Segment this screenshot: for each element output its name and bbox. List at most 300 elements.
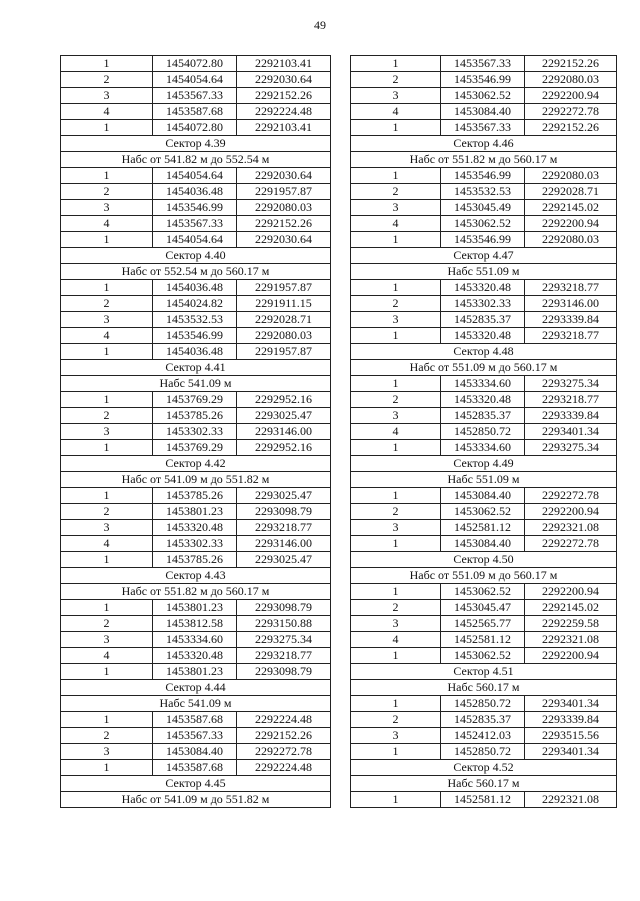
coordinate-y: 2292080.03 bbox=[237, 328, 331, 344]
coordinates-table-left bbox=[60, 55, 331, 808]
point-number: 2 bbox=[61, 408, 153, 424]
point-number: 4 bbox=[351, 216, 441, 232]
coordinate-y: 2292080.03 bbox=[237, 200, 331, 216]
point-number: 1 bbox=[351, 328, 441, 344]
sector-title-row bbox=[351, 344, 617, 360]
sector-title: Сектор 4.39 bbox=[61, 136, 331, 152]
sector-title-row bbox=[351, 568, 617, 584]
coordinate-y: 2292224.48 bbox=[237, 760, 331, 776]
sector-title-row bbox=[61, 136, 331, 152]
point-number: 1 bbox=[61, 280, 153, 296]
coordinate-y: 2292152.26 bbox=[237, 88, 331, 104]
table-row bbox=[351, 744, 617, 760]
table-row bbox=[61, 280, 331, 296]
coordinate-y: 2292200.94 bbox=[525, 504, 617, 520]
sector-title-row bbox=[351, 680, 617, 696]
coordinate-x: 1452835.37 bbox=[441, 712, 525, 728]
coordinate-x: 1454036.48 bbox=[153, 280, 237, 296]
point-number: 3 bbox=[351, 408, 441, 424]
coordinate-y: 2293218.77 bbox=[237, 648, 331, 664]
table-row bbox=[351, 712, 617, 728]
sector-title-row bbox=[61, 792, 331, 808]
sector-title: Сектор 4.46 bbox=[351, 136, 617, 152]
table-row bbox=[61, 200, 331, 216]
coordinates-table-right bbox=[350, 55, 617, 808]
sector-title-row bbox=[351, 664, 617, 680]
coordinate-x: 1453320.48 bbox=[441, 280, 525, 296]
coordinate-y: 2293098.79 bbox=[237, 504, 331, 520]
table-row bbox=[351, 696, 617, 712]
point-number: 1 bbox=[351, 792, 441, 808]
point-number: 1 bbox=[61, 600, 153, 616]
sector-title: Сектор 4.48 bbox=[351, 344, 617, 360]
coordinate-x: 1453801.23 bbox=[153, 600, 237, 616]
coordinate-y: 2292152.26 bbox=[237, 728, 331, 744]
coordinate-y: 2293025.47 bbox=[237, 488, 331, 504]
sector-title-row bbox=[61, 776, 331, 792]
point-number: 2 bbox=[351, 296, 441, 312]
coordinate-x: 1454054.64 bbox=[153, 232, 237, 248]
coordinate-y: 2292028.71 bbox=[525, 184, 617, 200]
coordinate-x: 1453546.99 bbox=[441, 72, 525, 88]
coordinate-x: 1453546.99 bbox=[153, 200, 237, 216]
coordinate-y: 2292103.41 bbox=[237, 56, 331, 72]
point-number: 1 bbox=[351, 120, 441, 136]
coordinate-y: 2293339.84 bbox=[525, 312, 617, 328]
coordinate-y: 2293275.34 bbox=[237, 632, 331, 648]
sector-title: Сектор 4.50 bbox=[351, 552, 617, 568]
point-number: 1 bbox=[61, 392, 153, 408]
coordinate-y: 2292272.78 bbox=[525, 488, 617, 504]
coordinate-x: 1453812.58 bbox=[153, 616, 237, 632]
table-row bbox=[61, 760, 331, 776]
coordinate-x: 1452850.72 bbox=[441, 424, 525, 440]
table-row bbox=[351, 184, 617, 200]
coordinate-y: 2291957.87 bbox=[237, 280, 331, 296]
table-row bbox=[61, 232, 331, 248]
table-row bbox=[351, 584, 617, 600]
sector-title-row bbox=[61, 264, 331, 280]
coordinate-y: 2292152.26 bbox=[525, 120, 617, 136]
sector-title-row bbox=[61, 696, 331, 712]
coordinate-x: 1454072.80 bbox=[153, 56, 237, 72]
sector-title: Набс 560.17 м bbox=[351, 680, 617, 696]
table-row bbox=[61, 312, 331, 328]
sector-title: Сектор 4.45 bbox=[61, 776, 331, 792]
coordinate-y: 2292030.64 bbox=[237, 72, 331, 88]
sector-title: Набс 541.09 м bbox=[61, 696, 331, 712]
point-number: 1 bbox=[61, 232, 153, 248]
point-number: 1 bbox=[61, 56, 153, 72]
point-number: 3 bbox=[351, 200, 441, 216]
coordinate-y: 2292272.78 bbox=[525, 536, 617, 552]
coordinate-y: 2292200.94 bbox=[525, 88, 617, 104]
coordinate-x: 1452850.72 bbox=[441, 696, 525, 712]
table-row bbox=[351, 328, 617, 344]
table-row bbox=[61, 216, 331, 232]
sector-title: Сектор 4.44 bbox=[61, 680, 331, 696]
point-number: 1 bbox=[351, 232, 441, 248]
coordinate-x: 1454024.82 bbox=[153, 296, 237, 312]
sector-title: Сектор 4.52 bbox=[351, 760, 617, 776]
point-number: 1 bbox=[61, 488, 153, 504]
table-row bbox=[351, 536, 617, 552]
coordinate-y: 2292321.08 bbox=[525, 632, 617, 648]
table-row bbox=[351, 216, 617, 232]
table-row bbox=[61, 104, 331, 120]
coordinate-y: 2292272.78 bbox=[237, 744, 331, 760]
point-number: 3 bbox=[61, 744, 153, 760]
table-row bbox=[351, 792, 617, 808]
coordinate-y: 2293218.77 bbox=[237, 520, 331, 536]
table-row bbox=[61, 744, 331, 760]
coordinate-y: 2293146.00 bbox=[237, 536, 331, 552]
table-row bbox=[351, 600, 617, 616]
coordinate-y: 2292103.41 bbox=[237, 120, 331, 136]
table-row bbox=[61, 168, 331, 184]
page-number: 49 bbox=[314, 18, 326, 32]
table-row bbox=[61, 184, 331, 200]
point-number: 3 bbox=[351, 312, 441, 328]
table-row bbox=[61, 424, 331, 440]
coordinate-y: 2292145.02 bbox=[525, 200, 617, 216]
coordinate-x: 1453769.29 bbox=[153, 440, 237, 456]
sector-title-row bbox=[61, 584, 331, 600]
coordinate-x: 1453546.99 bbox=[441, 168, 525, 184]
coordinate-x: 1453801.23 bbox=[153, 664, 237, 680]
coordinate-y: 2292200.94 bbox=[525, 216, 617, 232]
coordinate-y: 2292224.48 bbox=[237, 712, 331, 728]
coordinate-y: 2293515.56 bbox=[525, 728, 617, 744]
coordinate-x: 1453334.60 bbox=[153, 632, 237, 648]
sector-title: Набс 551.09 м bbox=[351, 264, 617, 280]
coordinate-x: 1453546.99 bbox=[153, 328, 237, 344]
sector-title-row bbox=[61, 568, 331, 584]
sector-title: Сектор 4.43 bbox=[61, 568, 331, 584]
point-number: 1 bbox=[61, 552, 153, 568]
sector-title-row bbox=[61, 248, 331, 264]
coordinate-x: 1453320.48 bbox=[441, 392, 525, 408]
point-number: 1 bbox=[351, 648, 441, 664]
table-row bbox=[61, 440, 331, 456]
coordinate-x: 1453334.60 bbox=[441, 376, 525, 392]
point-number: 2 bbox=[351, 600, 441, 616]
point-number: 1 bbox=[61, 440, 153, 456]
table-row bbox=[61, 536, 331, 552]
sector-title: Сектор 4.47 bbox=[351, 248, 617, 264]
sector-title-row bbox=[351, 456, 617, 472]
table-row bbox=[61, 552, 331, 568]
point-number: 2 bbox=[61, 296, 153, 312]
table-row bbox=[351, 280, 617, 296]
coordinate-x: 1453302.33 bbox=[441, 296, 525, 312]
sector-title-row bbox=[351, 152, 617, 168]
sector-title-row bbox=[351, 360, 617, 376]
sector-title: Сектор 4.42 bbox=[61, 456, 331, 472]
table-row bbox=[61, 712, 331, 728]
sector-title-row bbox=[351, 136, 617, 152]
table-row bbox=[61, 296, 331, 312]
table-row bbox=[351, 440, 617, 456]
point-number: 1 bbox=[351, 56, 441, 72]
sector-title: Набс от 541.82 м до 552.54 м bbox=[61, 152, 331, 168]
coordinate-x: 1452835.37 bbox=[441, 312, 525, 328]
coordinate-y: 2293218.77 bbox=[525, 280, 617, 296]
point-number: 3 bbox=[351, 728, 441, 744]
coordinate-y: 2292952.16 bbox=[237, 392, 331, 408]
point-number: 2 bbox=[61, 184, 153, 200]
point-number: 1 bbox=[351, 376, 441, 392]
coordinate-y: 2292152.26 bbox=[525, 56, 617, 72]
table-row bbox=[351, 728, 617, 744]
point-number: 1 bbox=[351, 488, 441, 504]
coordinate-y: 2293150.88 bbox=[237, 616, 331, 632]
sector-title: Набс 551.09 м bbox=[351, 472, 617, 488]
coordinate-y: 2293098.79 bbox=[237, 664, 331, 680]
sector-title-row bbox=[351, 264, 617, 280]
point-number: 1 bbox=[351, 584, 441, 600]
coordinate-x: 1453801.23 bbox=[153, 504, 237, 520]
coordinate-x: 1453062.52 bbox=[441, 584, 525, 600]
point-number: 4 bbox=[351, 632, 441, 648]
coordinate-x: 1453587.68 bbox=[153, 712, 237, 728]
sector-title-row bbox=[61, 680, 331, 696]
coordinate-x: 1453567.33 bbox=[153, 88, 237, 104]
point-number: 1 bbox=[61, 344, 153, 360]
point-number: 2 bbox=[61, 728, 153, 744]
coordinate-x: 1453532.53 bbox=[153, 312, 237, 328]
table-row bbox=[351, 296, 617, 312]
point-number: 1 bbox=[351, 536, 441, 552]
table-row bbox=[351, 88, 617, 104]
table-row bbox=[61, 632, 331, 648]
coordinate-y: 2291957.87 bbox=[237, 344, 331, 360]
sector-title-row bbox=[61, 360, 331, 376]
coordinate-x: 1453045.47 bbox=[441, 600, 525, 616]
sector-title: Набс от 541.09 м до 551.82 м bbox=[61, 472, 331, 488]
table-row bbox=[351, 376, 617, 392]
sector-title: Набс от 552.54 м до 560.17 м bbox=[61, 264, 331, 280]
point-number: 2 bbox=[351, 184, 441, 200]
coordinate-x: 1453302.33 bbox=[153, 424, 237, 440]
coordinates-table-right-body bbox=[351, 56, 617, 808]
coordinate-y: 2292145.02 bbox=[525, 600, 617, 616]
coordinate-y: 2293098.79 bbox=[237, 600, 331, 616]
sector-title: Сектор 4.51 bbox=[351, 664, 617, 680]
coordinate-x: 1453785.26 bbox=[153, 552, 237, 568]
coordinate-y: 2293146.00 bbox=[237, 424, 331, 440]
coordinate-x: 1453567.33 bbox=[153, 728, 237, 744]
coordinate-y: 2293401.34 bbox=[525, 696, 617, 712]
table-row bbox=[351, 232, 617, 248]
coordinate-x: 1452412.03 bbox=[441, 728, 525, 744]
coordinate-x: 1454054.64 bbox=[153, 72, 237, 88]
coordinate-y: 2292321.08 bbox=[525, 520, 617, 536]
table-row bbox=[351, 424, 617, 440]
coordinate-x: 1453062.52 bbox=[441, 216, 525, 232]
coordinate-x: 1453084.40 bbox=[441, 488, 525, 504]
coordinate-x: 1453785.26 bbox=[153, 488, 237, 504]
table-row bbox=[61, 648, 331, 664]
point-number: 3 bbox=[61, 424, 153, 440]
sector-title-row bbox=[61, 376, 331, 392]
table-row bbox=[351, 616, 617, 632]
table-row bbox=[351, 504, 617, 520]
table-row bbox=[61, 120, 331, 136]
table-row bbox=[61, 664, 331, 680]
table-row bbox=[61, 88, 331, 104]
point-number: 1 bbox=[61, 168, 153, 184]
coordinate-x: 1453785.26 bbox=[153, 408, 237, 424]
table-row bbox=[61, 56, 331, 72]
table-row bbox=[61, 344, 331, 360]
coordinate-y: 2293218.77 bbox=[525, 328, 617, 344]
point-number: 4 bbox=[61, 328, 153, 344]
coordinate-x: 1453587.68 bbox=[153, 760, 237, 776]
table-row bbox=[351, 312, 617, 328]
point-number: 3 bbox=[351, 520, 441, 536]
point-number: 1 bbox=[351, 280, 441, 296]
table-row bbox=[351, 200, 617, 216]
sector-title: Набс от 551.09 м до 560.17 м bbox=[351, 360, 617, 376]
coordinate-y: 2292080.03 bbox=[525, 168, 617, 184]
point-number: 1 bbox=[351, 744, 441, 760]
coordinate-y: 2293275.34 bbox=[525, 440, 617, 456]
sector-title: Набс от 551.09 м до 560.17 м bbox=[351, 568, 617, 584]
table-row bbox=[61, 616, 331, 632]
coordinate-x: 1452850.72 bbox=[441, 744, 525, 760]
point-number: 1 bbox=[61, 664, 153, 680]
point-number: 3 bbox=[351, 616, 441, 632]
point-number: 4 bbox=[351, 104, 441, 120]
point-number: 2 bbox=[351, 712, 441, 728]
table-row bbox=[61, 328, 331, 344]
coordinate-x: 1454054.64 bbox=[153, 168, 237, 184]
coordinate-x: 1453320.48 bbox=[441, 328, 525, 344]
coordinate-x: 1453587.68 bbox=[153, 104, 237, 120]
point-number: 2 bbox=[351, 504, 441, 520]
coordinate-x: 1453769.29 bbox=[153, 392, 237, 408]
point-number: 2 bbox=[351, 72, 441, 88]
coordinates-table-left-body bbox=[61, 56, 331, 808]
point-number: 1 bbox=[351, 440, 441, 456]
coordinate-x: 1453062.52 bbox=[441, 88, 525, 104]
coordinate-y: 2292224.48 bbox=[237, 104, 331, 120]
table-row bbox=[351, 632, 617, 648]
sector-title-row bbox=[61, 472, 331, 488]
sector-title: Набс 560.17 м bbox=[351, 776, 617, 792]
coordinate-y: 2293401.34 bbox=[525, 744, 617, 760]
point-number: 3 bbox=[61, 632, 153, 648]
sector-title: Набс от 551.82 м до 560.17 м bbox=[61, 584, 331, 600]
coordinate-x: 1452835.37 bbox=[441, 408, 525, 424]
sector-title-row bbox=[351, 776, 617, 792]
table-row bbox=[61, 72, 331, 88]
sector-title-row bbox=[351, 552, 617, 568]
coordinate-y: 2292952.16 bbox=[237, 440, 331, 456]
coordinate-x: 1453334.60 bbox=[441, 440, 525, 456]
coordinate-y: 2292152.26 bbox=[237, 216, 331, 232]
coordinate-y: 2291911.15 bbox=[237, 296, 331, 312]
point-number: 3 bbox=[61, 88, 153, 104]
coordinate-x: 1454072.80 bbox=[153, 120, 237, 136]
coordinate-x: 1454036.48 bbox=[153, 344, 237, 360]
table-row bbox=[351, 72, 617, 88]
coordinate-y: 2293025.47 bbox=[237, 408, 331, 424]
coordinate-x: 1452581.12 bbox=[441, 792, 525, 808]
table-row bbox=[351, 392, 617, 408]
coordinate-y: 2293146.00 bbox=[525, 296, 617, 312]
table-row bbox=[351, 520, 617, 536]
point-number: 1 bbox=[61, 760, 153, 776]
point-number: 4 bbox=[351, 424, 441, 440]
coordinate-y: 2292028.71 bbox=[237, 312, 331, 328]
coordinate-x: 1453084.40 bbox=[441, 536, 525, 552]
coordinate-y: 2292030.64 bbox=[237, 232, 331, 248]
coordinate-x: 1453062.52 bbox=[441, 648, 525, 664]
sector-title: Сектор 4.40 bbox=[61, 248, 331, 264]
table-row bbox=[61, 520, 331, 536]
point-number: 2 bbox=[61, 72, 153, 88]
point-number: 4 bbox=[61, 536, 153, 552]
sector-title-row bbox=[61, 456, 331, 472]
coordinate-x: 1454036.48 bbox=[153, 184, 237, 200]
table-row bbox=[61, 488, 331, 504]
point-number: 1 bbox=[351, 168, 441, 184]
coordinate-y: 2292200.94 bbox=[525, 584, 617, 600]
point-number: 1 bbox=[61, 120, 153, 136]
coordinate-x: 1453302.33 bbox=[153, 536, 237, 552]
sector-title: Сектор 4.49 bbox=[351, 456, 617, 472]
sector-title: Набс от 541.09 м до 551.82 м bbox=[61, 792, 331, 808]
sector-title-row bbox=[351, 472, 617, 488]
coordinate-x: 1452581.12 bbox=[441, 632, 525, 648]
point-number: 4 bbox=[61, 648, 153, 664]
table-row bbox=[351, 168, 617, 184]
coordinate-y: 2293401.34 bbox=[525, 424, 617, 440]
coordinate-y: 2292321.08 bbox=[525, 792, 617, 808]
coordinate-y: 2293339.84 bbox=[525, 408, 617, 424]
coordinate-y: 2292200.94 bbox=[525, 648, 617, 664]
sector-title: Набс от 551.82 м до 560.17 м bbox=[351, 152, 617, 168]
point-number: 1 bbox=[61, 712, 153, 728]
coordinate-x: 1453567.33 bbox=[441, 56, 525, 72]
table-row bbox=[351, 120, 617, 136]
point-number: 4 bbox=[61, 216, 153, 232]
point-number: 3 bbox=[61, 520, 153, 536]
point-number: 1 bbox=[351, 696, 441, 712]
coordinate-x: 1453084.40 bbox=[153, 744, 237, 760]
coordinate-x: 1453045.49 bbox=[441, 200, 525, 216]
coordinate-x: 1452565.77 bbox=[441, 616, 525, 632]
sector-title-row bbox=[351, 248, 617, 264]
point-number: 3 bbox=[351, 88, 441, 104]
coordinate-y: 2292080.03 bbox=[525, 72, 617, 88]
table-row bbox=[61, 392, 331, 408]
coordinate-x: 1453320.48 bbox=[153, 520, 237, 536]
table-row bbox=[61, 600, 331, 616]
coordinate-y: 2291957.87 bbox=[237, 184, 331, 200]
table-row bbox=[351, 648, 617, 664]
table-row bbox=[351, 56, 617, 72]
coordinate-x: 1453567.33 bbox=[153, 216, 237, 232]
point-number: 2 bbox=[61, 504, 153, 520]
coordinate-y: 2292272.78 bbox=[525, 104, 617, 120]
table-row bbox=[351, 408, 617, 424]
table-row bbox=[61, 728, 331, 744]
sector-title: Набс 541.09 м bbox=[61, 376, 331, 392]
coordinate-x: 1453320.48 bbox=[153, 648, 237, 664]
